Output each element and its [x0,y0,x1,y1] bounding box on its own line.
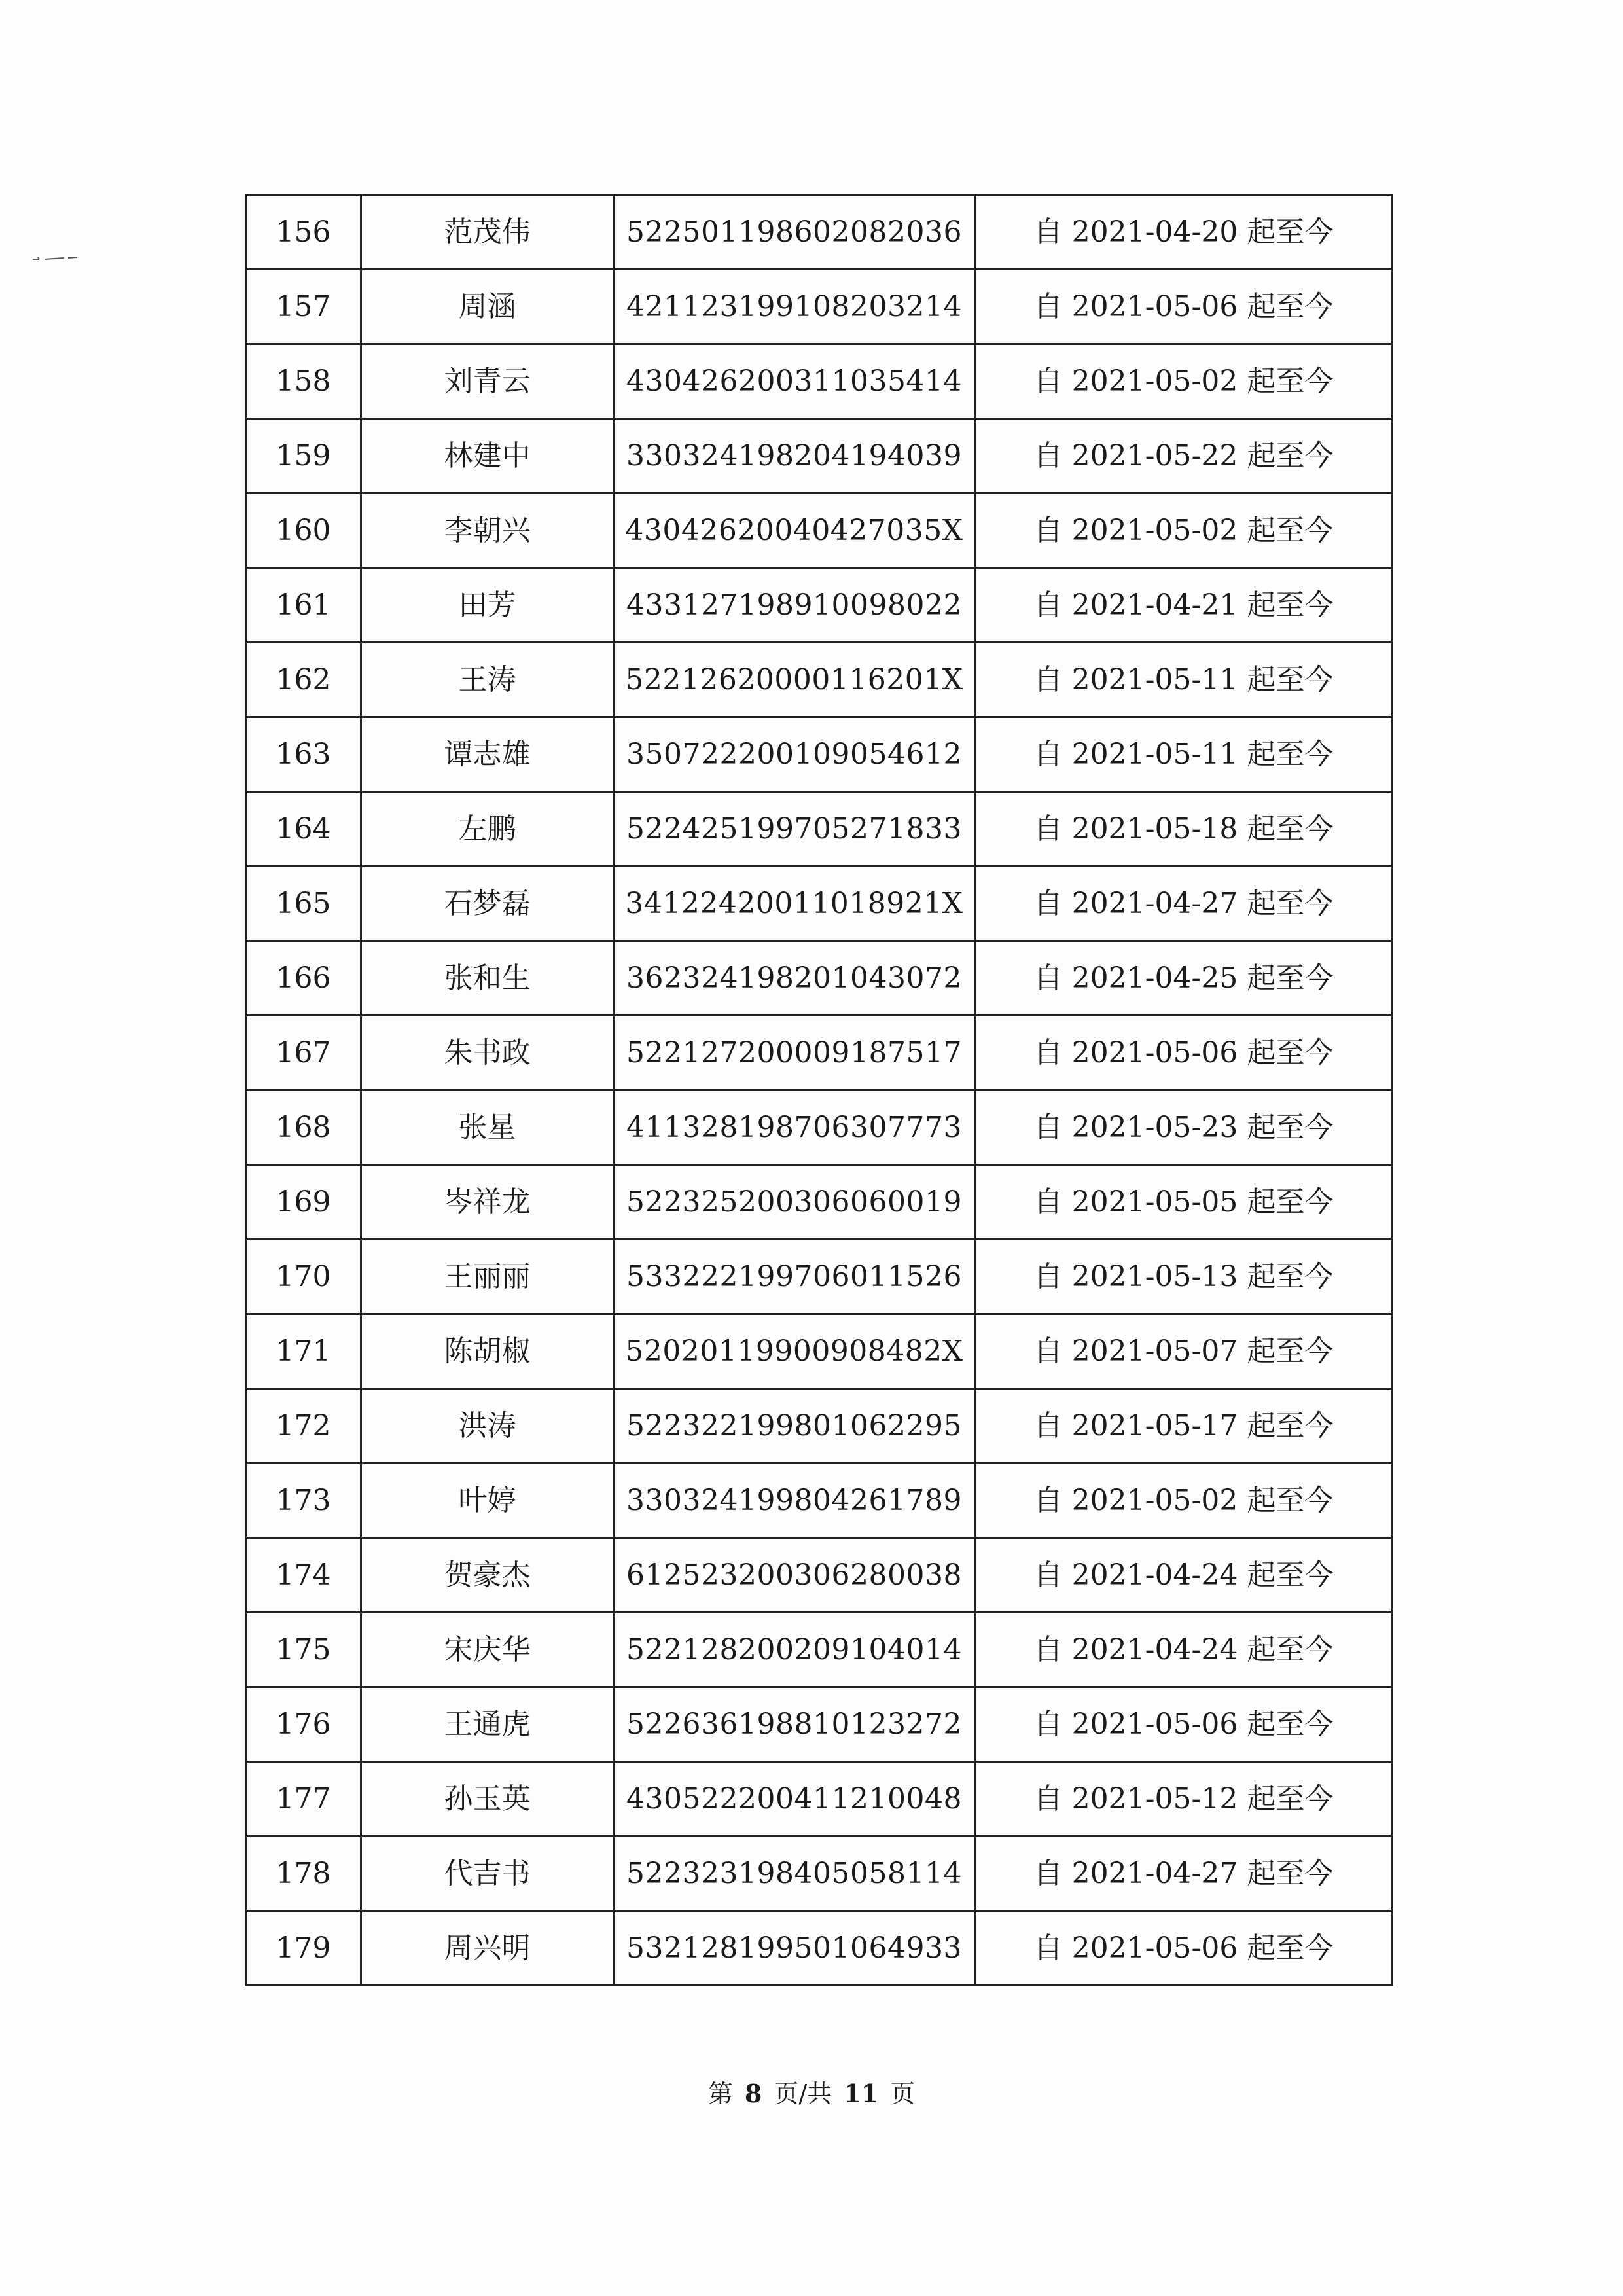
table-row [246,1463,1393,1538]
table-row [246,1389,1393,1463]
row-number-cell: 168 [246,1090,361,1165]
period-cell: 自 2021-05-02 起至今 [975,493,1393,568]
period-cell: 自 2021-04-25 起至今 [975,941,1393,1016]
name-cell: 谭志雄 [361,717,614,792]
current-page-number: 8 [744,2079,762,2108]
id-number-cell: 411328198706307773 [614,1090,975,1165]
name-cell: 田芳 [361,568,614,643]
table-row [246,419,1393,493]
name-cell: 代吉书 [361,1837,614,1911]
row-number-cell: 179 [246,1911,361,1986]
period-cell: 自 2021-04-24 起至今 [975,1613,1393,1687]
period-cell: 自 2021-04-27 起至今 [975,1837,1393,1911]
row-number-cell: 178 [246,1837,361,1911]
period-cell: 自 2021-05-07 起至今 [975,1314,1393,1389]
id-number-cell: 522636198810123272 [614,1687,975,1762]
total-pages-number: 11 [844,2079,879,2108]
id-number-cell: 430426200311035414 [614,344,975,419]
row-number-cell: 162 [246,643,361,717]
page-number [0,2073,1623,2109]
period-cell: 自 2021-05-05 起至今 [975,1165,1393,1240]
id-number-cell: 522128200209104014 [614,1613,975,1687]
period-cell: 自 2021-05-17 起至今 [975,1389,1393,1463]
period-cell: 自 2021-05-02 起至今 [975,1463,1393,1538]
row-number-cell: 170 [246,1240,361,1314]
row-number-cell: 163 [246,717,361,792]
table-row [246,1762,1393,1837]
id-number-cell: 34122420011018921X [614,867,975,941]
row-number-cell: 167 [246,1016,361,1090]
row-number-cell: 164 [246,792,361,867]
row-number-cell: 174 [246,1538,361,1613]
name-cell: 岑祥龙 [361,1165,614,1240]
period-cell: 自 2021-05-13 起至今 [975,1240,1393,1314]
table-row [246,1016,1393,1090]
id-number-cell: 350722200109054612 [614,717,975,792]
name-cell: 李朝兴 [361,493,614,568]
id-number-cell: 330324199804261789 [614,1463,975,1538]
id-number-cell: 52020119900908482X [614,1314,975,1389]
id-number-cell: 522501198602082036 [614,195,975,270]
table-row [246,195,1393,270]
row-number-cell: 165 [246,867,361,941]
period-cell: 自 2021-05-06 起至今 [975,1016,1393,1090]
table-row [246,270,1393,344]
name-cell: 左鹏 [361,792,614,867]
row-number-cell: 171 [246,1314,361,1389]
row-number-cell: 159 [246,419,361,493]
row-number-cell: 177 [246,1762,361,1837]
records-table-body [246,195,1393,1986]
table-row [246,1538,1393,1613]
page-number-suffix: 页 [890,2079,916,2108]
table-row [246,643,1393,717]
name-cell: 陈胡椒 [361,1314,614,1389]
name-cell: 周涵 [361,270,614,344]
period-cell: 自 2021-04-24 起至今 [975,1538,1393,1613]
name-cell: 叶婷 [361,1463,614,1538]
id-number-cell: 532128199501064933 [614,1911,975,1986]
period-cell: 自 2021-05-22 起至今 [975,419,1393,493]
table-row [246,867,1393,941]
scan-mark [31,257,90,262]
id-number-cell: 522325200306060019 [614,1165,975,1240]
id-number-cell: 522425199705271833 [614,792,975,867]
table-row [246,1240,1393,1314]
period-cell: 自 2021-05-11 起至今 [975,643,1393,717]
row-number-cell: 157 [246,270,361,344]
name-cell: 张和生 [361,941,614,1016]
row-number-cell: 161 [246,568,361,643]
id-number-cell: 522322199801062295 [614,1389,975,1463]
period-cell: 自 2021-05-06 起至今 [975,270,1393,344]
table-row [246,941,1393,1016]
id-number-cell: 330324198204194039 [614,419,975,493]
id-number-cell: 43042620040427035X [614,493,975,568]
table-row [246,792,1393,867]
name-cell: 范茂伟 [361,195,614,270]
name-cell: 孙玉英 [361,1762,614,1837]
name-cell: 石梦磊 [361,867,614,941]
table-row [246,1165,1393,1240]
name-cell: 周兴明 [361,1911,614,1986]
id-number-cell: 52212620000116201X [614,643,975,717]
row-number-cell: 156 [246,195,361,270]
row-number-cell: 158 [246,344,361,419]
id-number-cell: 421123199108203214 [614,270,975,344]
period-cell: 自 2021-05-12 起至今 [975,1762,1393,1837]
period-cell: 自 2021-05-23 起至今 [975,1090,1393,1165]
period-cell: 自 2021-05-06 起至今 [975,1911,1393,1986]
name-cell: 朱书政 [361,1016,614,1090]
id-number-cell: 522323198405058114 [614,1837,975,1911]
period-cell: 自 2021-04-21 起至今 [975,568,1393,643]
row-number-cell: 160 [246,493,361,568]
row-number-cell: 166 [246,941,361,1016]
table-row [246,1090,1393,1165]
row-number-cell: 175 [246,1613,361,1687]
row-number-cell: 169 [246,1165,361,1240]
name-cell: 宋庆华 [361,1613,614,1687]
id-number-cell: 430522200411210048 [614,1762,975,1837]
id-number-cell: 533222199706011526 [614,1240,975,1314]
name-cell: 王通虎 [361,1687,614,1762]
page-number-middle: 页/共 [774,2079,832,2108]
table-row [246,344,1393,419]
id-number-cell: 362324198201043072 [614,941,975,1016]
period-cell: 自 2021-05-02 起至今 [975,344,1393,419]
name-cell: 刘青云 [361,344,614,419]
table-row [246,1911,1393,1986]
period-cell: 自 2021-05-18 起至今 [975,792,1393,867]
name-cell: 王涛 [361,643,614,717]
table-row [246,717,1393,792]
table-row [246,493,1393,568]
row-number-cell: 173 [246,1463,361,1538]
name-cell: 王丽丽 [361,1240,614,1314]
table-row [246,1613,1393,1687]
name-cell: 洪涛 [361,1389,614,1463]
id-number-cell: 522127200009187517 [614,1016,975,1090]
records-table [245,194,1393,1986]
row-number-cell: 176 [246,1687,361,1762]
row-number-cell: 172 [246,1389,361,1463]
period-cell: 自 2021-05-11 起至今 [975,717,1393,792]
name-cell: 林建中 [361,419,614,493]
table-row [246,1314,1393,1389]
id-number-cell: 612523200306280038 [614,1538,975,1613]
period-cell: 自 2021-04-27 起至今 [975,867,1393,941]
period-cell: 自 2021-04-20 起至今 [975,195,1393,270]
table-row [246,568,1393,643]
name-cell: 张星 [361,1090,614,1165]
period-cell: 自 2021-05-06 起至今 [975,1687,1393,1762]
name-cell: 贺豪杰 [361,1538,614,1613]
table-row [246,1837,1393,1911]
page-number-prefix: 第 [707,2079,733,2108]
table-row [246,1687,1393,1762]
id-number-cell: 433127198910098022 [614,568,975,643]
